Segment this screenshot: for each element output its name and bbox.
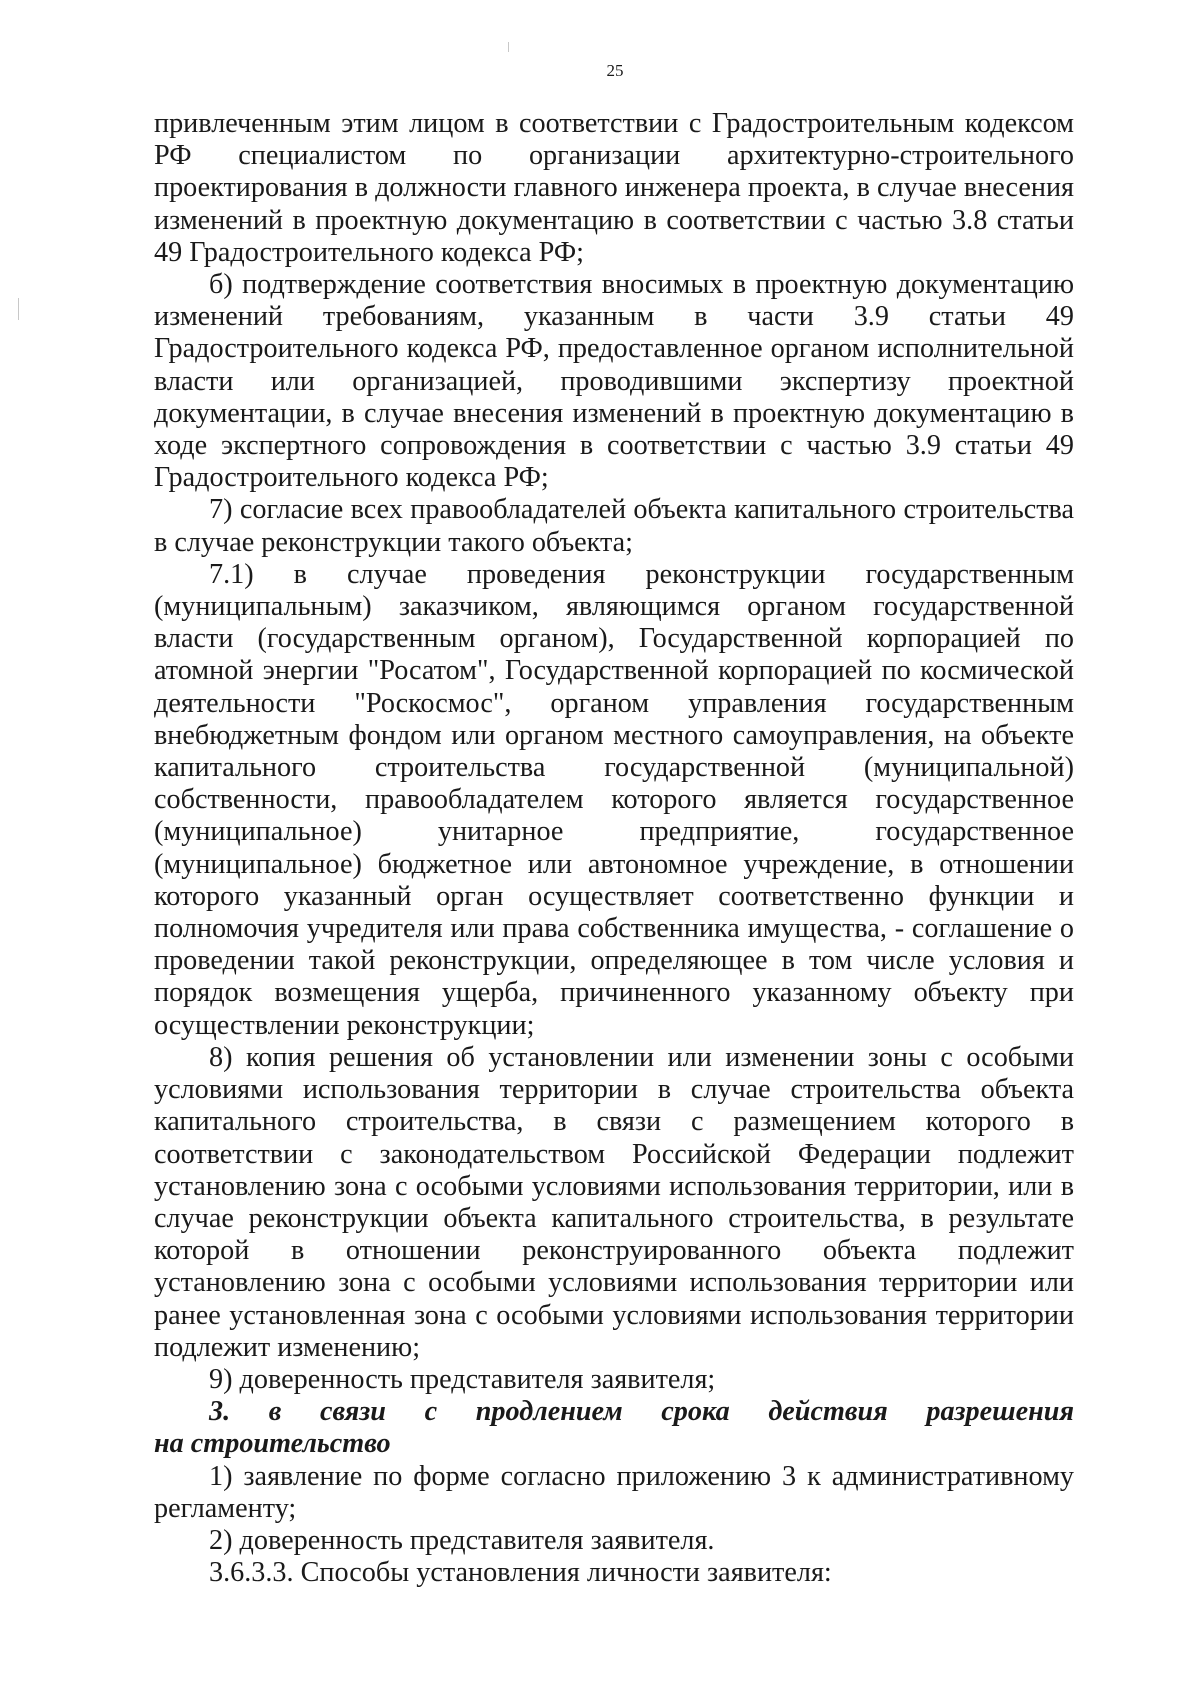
- scan-mark-left: [18, 298, 19, 320]
- document-body: [154, 108, 1074, 1589]
- paragraph-continuation: привлеченным этим лицом в соответствии с Градостроительным кодексом РФ специалистом по организации архитектурно-строительного проектирования в должности главного инженера проекта, в случае внесения изменений в проектную документацию в соответствии с частью 3.8 статьи 49 Градостроительного кодекса РФ;: [154, 108, 1074, 268]
- paragraph-subsection-heading: 3.6.3.3. Способы установления личности заявителя:: [209, 1557, 832, 1589]
- section-heading: [154, 1396, 1074, 1460]
- paragraph-item-7-1: 7.1) в случае проведения реконструкции государственным (муниципальным) заказчиком, являющимся органом государственной власти (государственным органом), Государственной корпорацией по атомной энергии "Росатом", Государственной корпорацией по космической деятельности "Роскосмос", органом управления государственным внебюджетным фондом или органом местного самоуправления, на объекте капитального строительства государственной (муниципальной) собственности, правообладателем которого является государственное (муниципальное) унитарное предприятие, государственное (муниципальное) бюджетное или автономное учреждение, в отношении которого указанный орган осуществляет соответственно функции и полномочия учредителя или права собственника имущества, - соглашение о проведении такой реконструкции, определяющее в том числе условия и порядок возмещения ущерба, причиненного указанному объекту при осуществлении реконструкции;: [154, 558, 1074, 1041]
- section-heading-tail: на строительство: [154, 1428, 391, 1460]
- paragraph-item-8: 8) копия решения об установлении или изменении зоны с особыми условиями использования территории в случае строительства объекта капитального строительства, в связи с размещением которого в соответствии с законодательством Российской Федерации подлежит установлению зона с особыми условиями использования территории, или в случае реконструкции объекта капитального строительства, в результате которой в отношении реконструированного объекта подлежит установлению зона с особыми условиями использования территории или ранее установленная зона с особыми условиями использования территории подлежит изменению;: [154, 1041, 1074, 1363]
- paragraph-item-b: б) подтверждение соответствия вносимых в проектную документацию изменений требованиям, указанным в части 3.9 статьи 49 Градостроительного кодекса РФ, предоставленное органом исполнительной власти или организацией, проводившими экспертизу проектной документации, в случае внесения изменений в проектную документацию в ходе экспертного сопровождения в соответствии с частью 3.9 статьи 49 Градостроительного кодекса РФ;: [154, 269, 1074, 494]
- paragraph-item-9: 9) доверенность представителя заявителя;: [209, 1363, 716, 1395]
- section-heading-main: 3. в связи с продлением срока действия разрешения: [209, 1396, 1074, 1428]
- paragraph-item-1: 1) заявление по форме согласно приложению 3 к административному регламенту;: [154, 1460, 1074, 1524]
- paragraph-item-2: 2) доверенность представителя заявителя.: [209, 1524, 715, 1556]
- scan-mark-top: [508, 42, 509, 52]
- paragraph-item-7: 7) согласие всех правообладателей объекта капитального строительства в случае реконструкции такого объекта;: [154, 494, 1074, 558]
- page-number: 25: [606, 61, 624, 80]
